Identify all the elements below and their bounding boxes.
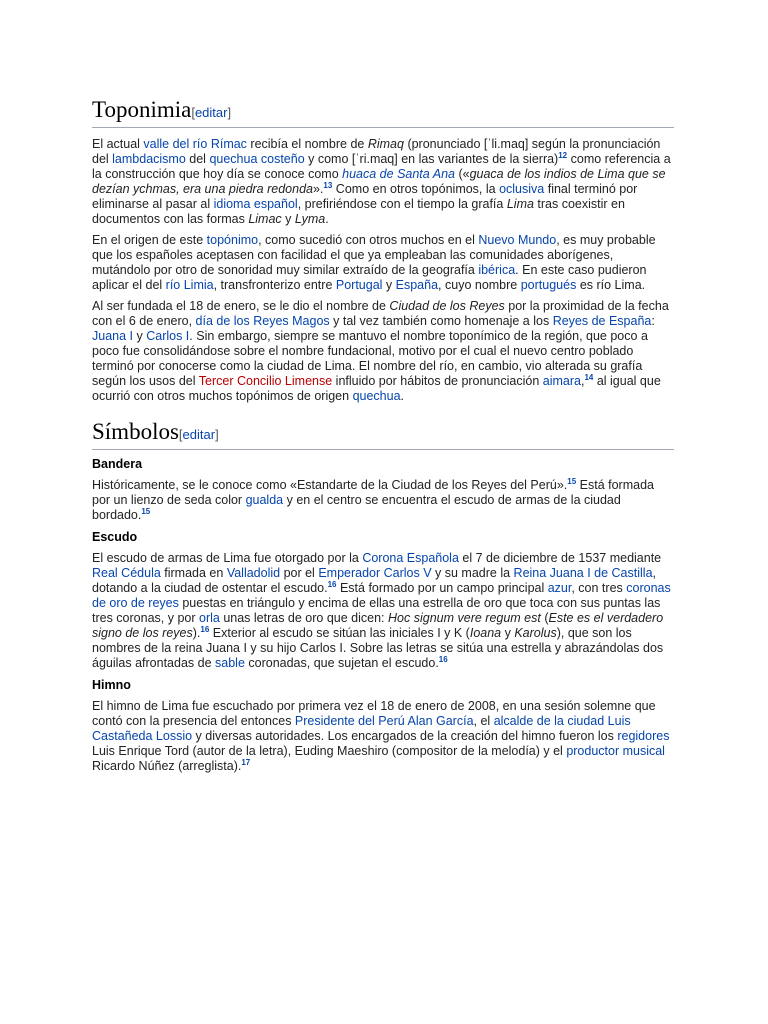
italic-text: guaca de los indios de Lima que se dezían ychmas, era una piedra redonda <box>92 167 666 196</box>
wiki-link[interactable]: aimara <box>542 374 581 388</box>
italic-text: Este es el verdadero signo de los reyes <box>92 611 664 640</box>
paragraph: En el origen de este topónimo, como sucedió con otros muchos en el Nuevo Mundo, es muy probable que los españoles aceptasen con facilidad el que ya empleaban las comunidades aborígenes, mutándolo por otro de sonoridad muy similar extraído de la geografía ibérica. En este caso pudieron aplicar el del río Limia, transfronterizo entre Portugal y España, cuyo nombre portugués es río Lima. <box>92 233 656 292</box>
citation-link[interactable]: 15 <box>141 506 151 516</box>
wiki-link[interactable]: Portugal <box>335 278 383 292</box>
paragraph: El escudo de armas de Lima fue otorgado por la Corona Española el 7 de diciembre de 1537 mediante Real Cédula firmada en Valladolid por el Emperador Carlos V y su madre la Reina Juana I de Castilla, dotando a la ciudad de ostentar el escudo.$^{16}$ Está formado por un campo principal azur, con tres coronas de oro de reyes puestas en triángulo y encima de ellas una estrella de oro que toca con sus puntas las tres coronas, y por orla unas letras de oro que dicen: Hoc signum vere regum est (Este es el verdadero signo de los reyes).$^{16}$ Exterior al escudo se sitúan las iniciales I y K (Ioana y Karolus), que son los nombres de la reina Juana I y su hijo Carlos I. Sobre las letras se sitúa una estrella y abrazándolas dos águilas afrontadas de sable coronadas, que sujetan el escudo.$^{16}$ <box>92 551 671 670</box>
italic-text: Hoc signum vere regum est <box>388 611 541 625</box>
wiki-link[interactable]: gualda <box>245 493 284 507</box>
italic-text: Ioana <box>469 626 502 640</box>
citation-ref[interactable] <box>584 373 593 382</box>
paragraph: Al ser fundada el 18 de enero, se le dio el nombre de Ciudad de los Reyes por la proximidad de la fecha con el 6 de enero, día de los Reyes Magos y tal vez también como homenaje a los Reyes de España: Juana I y Carlos I. Sin embargo, siempre se mantuvo el nombre toponímico de la región, que poco a poco fue consolidándose sobre el nombre fundacional, motivo por el cual el nuevo centro poblado terminó por conocerse como la ciudad de Lima. El nombre del río, en cambio, vio alterada su grafía según los usos del Tercer Concilio Limense influido por hábitos de pronunciación aimara,$^{14}$ al igual que ocurrió con otros muchos topónimos de origen quechua. <box>92 299 669 403</box>
wiki-link[interactable]: Corona Española <box>362 551 459 565</box>
wiki-link[interactable]: Carlos I <box>146 329 190 343</box>
wiki-link[interactable]: lambdacismo <box>112 152 186 166</box>
italic-text: Lima <box>506 197 534 211</box>
wiki-link[interactable]: Presidente del Perú <box>294 714 405 728</box>
section-title: Símbolos <box>92 419 179 444</box>
wiki-link[interactable]: sable <box>215 656 245 670</box>
section-heading-toponimia: Toponimia[editar] <box>92 96 674 128</box>
citation-link[interactable]: 16 <box>200 624 210 634</box>
wiki-link[interactable]: orla <box>199 611 220 625</box>
wiki-link[interactable]: Nuevo Mundo <box>478 233 557 247</box>
citation-link[interactable]: 13 <box>323 180 333 190</box>
paragraph: El actual valle del río Rímac recibía el nombre de Rimaq (pronunciado [ˈli.maq] según la pronunciación del lambdacismo del quechua costeño y como [ˈri.maq] en las variantes de la sierra)$^{12}$ como referencia a la construcción que hoy día se conoce como huaca de Santa Ana («guaca de los indios de Lima que se dezían ychmas, era una piedra redonda».$^{13}$ Como en otros topónimos, la oclusiva final terminó por eliminarse al pasar al idioma español, prefiriéndose con el tiempo la grafía Lima tras coexistir en documentos con las formas Limac y Lyma. <box>92 137 671 226</box>
wiki-link[interactable]: productor musical <box>566 744 665 758</box>
wiki-link[interactable]: Tercer Concilio Limense <box>198 374 333 388</box>
edit-link-toponimia[interactable]: editar <box>194 105 228 120</box>
wiki-link[interactable]: río Limia <box>165 278 214 292</box>
wiki-link[interactable]: huaca de Santa Ana <box>342 167 455 181</box>
citation-ref[interactable] <box>328 580 337 589</box>
paragraph: El himno de Lima fue escuchado por primera vez el 18 de enero de 2008, en una sesión solemne que contó con la presencia del entonces Presidente del Perú Alan García, el alcalde de la ciudad Luis Castañeda Lossio y diversas autoridades. Los encargados de la creación del himno fueron los regidores Luis Enrique Tord (autor de la letra), Euding Maeshiro (compositor de la melodía) y el productor musical Ricardo Núñez (arreglista).$^{17}$ <box>92 699 670 773</box>
wiki-link[interactable]: día de los Reyes Magos <box>195 314 330 328</box>
wiki-link[interactable]: coronas de oro de reyes <box>92 581 671 610</box>
wiki-link[interactable]: valle del río Rímac <box>143 137 247 151</box>
wiki-link[interactable]: regidores <box>617 729 670 743</box>
wiki-link[interactable]: topónimo <box>206 233 259 247</box>
wiki-link[interactable]: quechua costeño <box>209 152 305 166</box>
subheading-escudo: Escudo <box>92 530 138 544</box>
wiki-link[interactable]: Juana I <box>92 329 134 343</box>
italic-text: Rimaq <box>367 137 404 151</box>
citation-ref[interactable] <box>558 151 567 160</box>
wiki-link[interactable]: Real Cédula <box>92 566 161 580</box>
edit-link-simbolos[interactable]: editar <box>182 427 216 442</box>
wiki-link[interactable]: quechua <box>352 389 401 403</box>
subheading-himno: Himno <box>92 678 131 692</box>
paragraph: Históricamente, se le conoce como «Estandarte de la Ciudad de los Reyes del Perú».$^{15}$ Está formada por un lienzo de seda color gualda y en el centro se encuentra el escudo de armas de la ciudad bordado.$^{15}$ <box>92 476 654 522</box>
italic-text: Limac <box>248 212 282 226</box>
wiki-link[interactable]: idioma español <box>213 197 298 211</box>
citation-ref[interactable] <box>323 181 332 190</box>
section-title: Toponimia <box>92 97 192 122</box>
citation-link[interactable]: 14 <box>584 372 594 382</box>
citation-ref[interactable] <box>567 477 576 486</box>
wiki-link[interactable]: alcalde de la ciudad <box>493 714 605 728</box>
wiki-link[interactable]: Reina Juana I de Castilla <box>513 566 653 580</box>
citation-link[interactable]: 16 <box>438 654 448 664</box>
citation-link[interactable]: 17 <box>241 757 251 767</box>
italic-text: Ciudad de los Reyes <box>389 299 505 313</box>
wiki-link[interactable]: oclusiva <box>499 182 545 196</box>
subheading-bandera: Bandera <box>92 457 143 471</box>
citation-link[interactable]: 15 <box>567 476 577 486</box>
italic-text: Lyma <box>294 212 326 226</box>
wiki-link[interactable]: Luis Castañeda Lossio <box>92 714 631 743</box>
wiki-link[interactable]: portugués <box>520 278 577 292</box>
wiki-link[interactable]: Alan García <box>407 714 474 728</box>
wiki-link[interactable]: Reyes de España <box>552 314 652 328</box>
section-heading-simbolos: Símbolos[editar] <box>92 418 674 450</box>
citation-ref[interactable] <box>439 655 448 664</box>
wiki-link[interactable]: ibérica <box>478 263 516 277</box>
wiki-link[interactable]: Emperador Carlos V <box>318 566 432 580</box>
wiki-link[interactable]: España <box>395 278 439 292</box>
wiki-link[interactable]: Valladolid <box>226 566 281 580</box>
article-content <box>92 96 674 774</box>
citation-ref[interactable] <box>200 625 209 634</box>
citation-link[interactable]: 16 <box>327 579 337 589</box>
citation-link[interactable]: 12 <box>558 150 568 160</box>
italic-text: Karolus <box>514 626 557 640</box>
wiki-link[interactable]: azur <box>547 581 572 595</box>
citation-ref[interactable] <box>141 507 150 516</box>
citation-ref[interactable] <box>241 758 250 767</box>
